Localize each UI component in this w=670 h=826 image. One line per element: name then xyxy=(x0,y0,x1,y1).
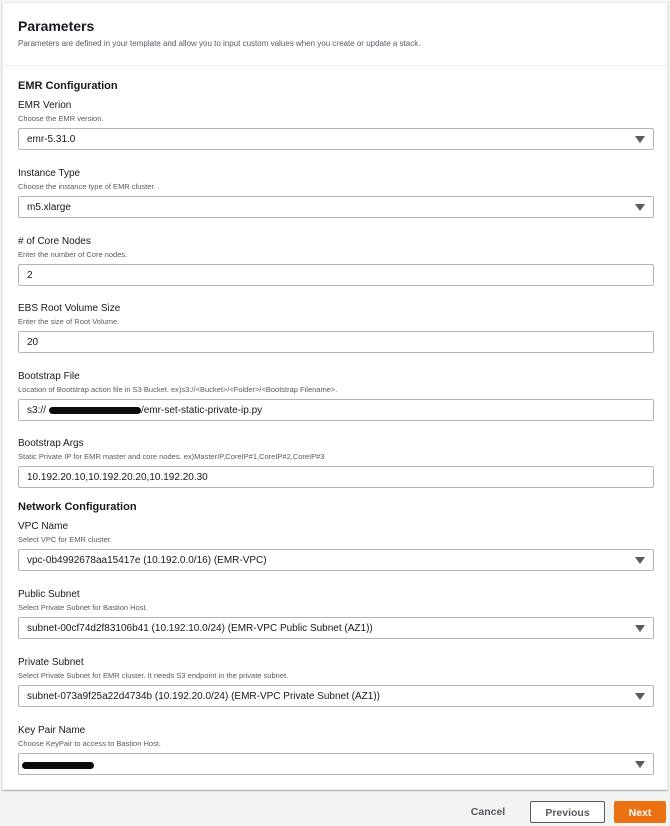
emr-version-value: emr-5.31.0 xyxy=(27,134,76,145)
private-subnet-label: Private Subnet xyxy=(18,657,84,668)
emr-version-label: EMR Verion xyxy=(18,100,72,111)
caret-down-icon xyxy=(635,204,645,211)
redaction-mark xyxy=(49,407,141,414)
bootstrap-file-input[interactable] xyxy=(18,399,654,421)
bootstrap-file-suffix: /emr-set-static-private-ip.py xyxy=(141,405,263,416)
bootstrap-args-value: 10.192.20.10,10.192.20.20,10.192.20.30 xyxy=(27,472,208,483)
private-subnet-value: subnet-073a9f25a22d4734b (10.192.20.0/24) (EMR-VPC Private Subnet (AZ1)) xyxy=(27,691,380,702)
public-subnet-value: subnet-00cf74d2f83106b41 (10.192.10.0/24) (EMR-VPC Public Subnet (AZ1)) xyxy=(27,623,373,634)
key-pair-description: Choose KeyPair to access to Bastion Host. xyxy=(18,739,161,748)
parameters-panel xyxy=(2,2,668,790)
caret-down-icon xyxy=(635,693,645,700)
public-subnet-description: Select Private Subnet for Bastion Host. xyxy=(18,603,148,612)
core-nodes-description: Enter the number of Core nodes. xyxy=(18,250,128,259)
bootstrap-file-prefix: s3:// xyxy=(27,405,46,416)
key-pair-select[interactable] xyxy=(18,753,654,775)
public-subnet-select[interactable] xyxy=(18,617,654,639)
ebs-size-input[interactable] xyxy=(18,331,654,353)
core-nodes-input[interactable] xyxy=(18,264,654,286)
caret-down-icon xyxy=(635,625,645,632)
bootstrap-file-description: Location of Bootstrap action file in S3 Bucket. ex)s3://<Bucket>/<Folder>/<Bootstrap Filename>. xyxy=(18,385,338,394)
emr-section-title: EMR Configuration xyxy=(18,80,118,92)
vpc-value: vpc-0b4992678aa15417e (10.192.0.0/16) (EMR-VPC) xyxy=(27,555,267,566)
bootstrap-args-input[interactable] xyxy=(18,466,654,488)
instance-type-label: Instance Type xyxy=(18,168,81,179)
emr-version-select[interactable] xyxy=(18,128,654,150)
next-button[interactable]: Next xyxy=(614,801,666,823)
instance-type-select[interactable] xyxy=(18,196,654,218)
core-nodes-label: # of Core Nodes xyxy=(18,236,91,247)
vpc-description: Select VPC for EMR cluster. xyxy=(18,535,112,544)
private-subnet-select[interactable] xyxy=(18,685,654,707)
panel-header xyxy=(3,3,667,66)
bootstrap-file-label: Bootstrap File xyxy=(18,371,80,382)
instance-type-value: m5.xlarge xyxy=(27,202,71,213)
ebs-size-label: EBS Root Volume Size xyxy=(18,303,121,314)
ebs-size-description: Enter the size of Root Volume. xyxy=(18,317,120,326)
emr-version-description: Choose the EMR version. xyxy=(18,114,104,123)
bootstrap-args-label: Bootstrap Args xyxy=(18,438,84,449)
caret-down-icon xyxy=(635,761,645,768)
vpc-label: VPC Name xyxy=(18,521,69,532)
vpc-select[interactable] xyxy=(18,549,654,571)
cancel-button[interactable]: Cancel xyxy=(470,806,506,818)
bootstrap-args-description: Static Private IP for EMR master and core nodes. ex)MasterIP,CoreIP#1,CoreIP#2,CoreIP#3 xyxy=(18,452,325,461)
panel-title: Parameters xyxy=(18,18,95,34)
public-subnet-label: Public Subnet xyxy=(18,589,80,600)
key-pair-label: Key Pair Name xyxy=(18,725,86,736)
core-nodes-value: 2 xyxy=(27,270,33,281)
previous-button[interactable]: Previous xyxy=(530,801,605,823)
caret-down-icon xyxy=(635,557,645,564)
panel-description: Parameters are defined in your template and allow you to input custom values when you create or update a stack. xyxy=(18,39,421,48)
ebs-size-value: 20 xyxy=(27,337,39,348)
private-subnet-description: Select Private Subnet for EMR cluster. It needs S3 endpoint in the private subnet. xyxy=(18,671,289,680)
network-section-title: Network Configuration xyxy=(18,501,137,513)
instance-type-description: Choose the instance type of EMR cluster. xyxy=(18,182,156,191)
caret-down-icon xyxy=(635,136,645,143)
redaction-mark xyxy=(22,762,94,769)
